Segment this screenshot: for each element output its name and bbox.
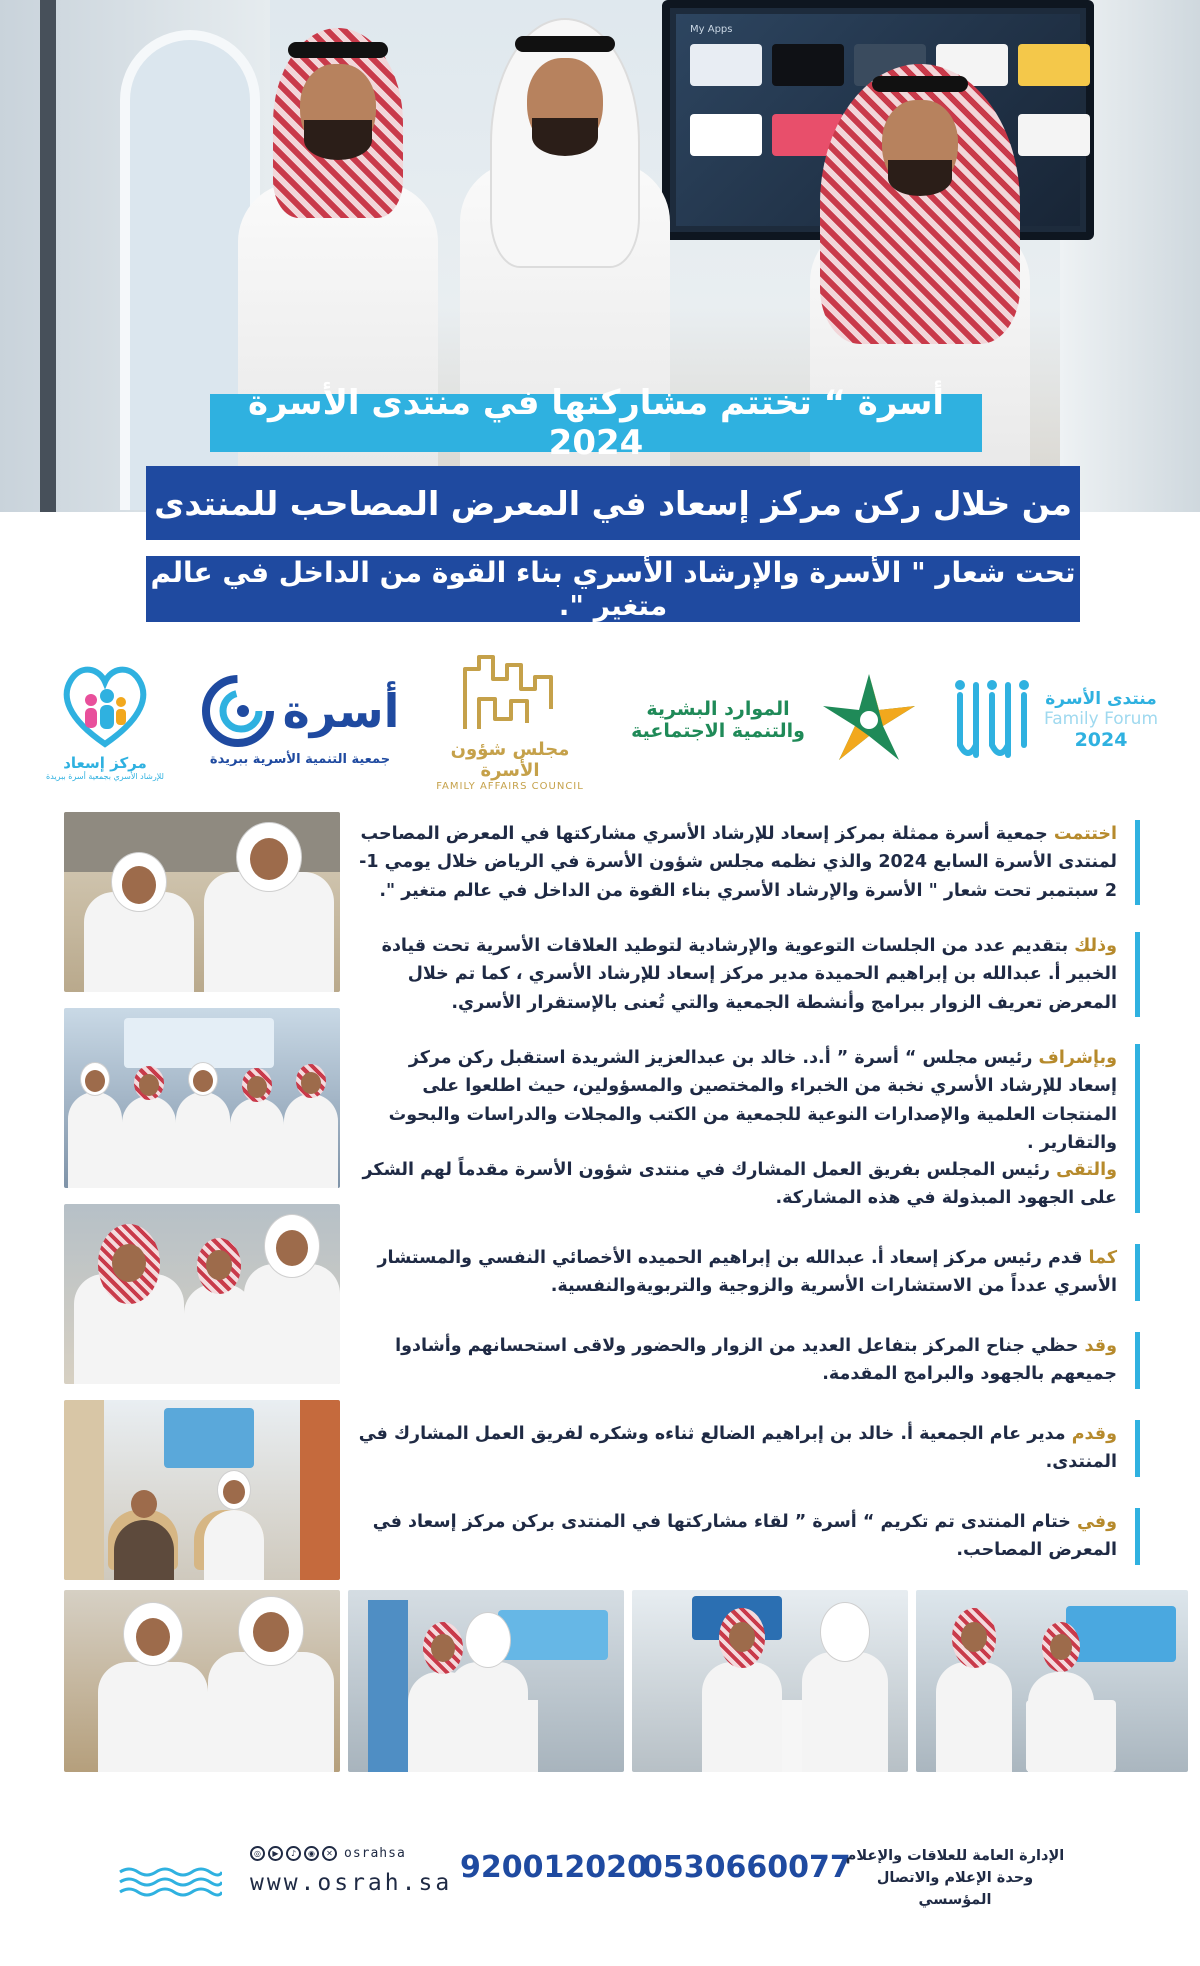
title-banner-1: أسرة “ تختتم مشاركتها في منتدى الأسرة 2024 [210,394,982,452]
paragraph-lead: وقدم [1071,1424,1117,1444]
snapchat-icon[interactable]: ◉ [304,1846,319,1861]
osrah-swirl-icon [201,674,275,748]
paragraph-lead: وذلك [1074,936,1117,956]
hero-pillar [40,0,56,512]
partner-logos [40,640,1170,800]
paragraph-body: مدير عام الجمعية أ. خالد بن إبراهيم الضالع ثناءه وشكره لفريق العمل المشارك في المنتدى. [358,1424,1117,1473]
paragraph-4 [356,1156,1140,1213]
tv-app-tile [690,114,762,156]
council-logo [420,640,600,800]
paragraph-body: ختام المنتدى تم تكريم “ أسرة ” لقاء مشاركتها في المنتدى بركن مركز إسعاد في المعرض المصاحب. [372,1512,1117,1561]
ministry-logo [620,640,930,800]
bottom-photo-2 [348,1590,624,1772]
family-forum-year: 2024 [1074,729,1128,751]
side-photo-2 [64,1008,340,1188]
ministry-line1: الموارد البشرية [646,698,790,720]
waves-icon [118,1864,222,1898]
phone-unified[interactable]: 920012020 [460,1850,648,1885]
tv-header: My Apps [690,24,733,35]
title-banner-2: من خلال ركن مركز إسعاد في المعرض المصاحب للمنتدى [146,466,1080,540]
paragraph-lead: والتقى [1056,1160,1117,1180]
council-en: FAMILY AFFAIRS COUNCIL [436,780,584,792]
family-forum-ar: منتدى الأسرة [1045,689,1157,709]
paragraph-body: رئيس المجلس بفريق العمل المشارك في منتدى شؤون الأسرة مقدماً لهم الشكر على الجهود المبذولة في هذه المشاركة. [362,1160,1117,1209]
paragraph-3 [356,1044,1140,1157]
osrah-subtitle: جمعية التنمية الأسرية ببريدة [209,751,391,767]
council-icon [455,649,565,733]
paragraph-lead: وقد [1084,1336,1117,1356]
paragraph-lead: كما [1088,1248,1117,1268]
ministry-star-icon [819,670,919,770]
bottom-photo-3 [632,1590,908,1772]
department-line1: الإدارة العامة للعلاقات والإعلام [845,1848,1065,1864]
bottom-photo-4 [916,1590,1188,1772]
osrah-logo [200,640,400,800]
tiktok-icon[interactable]: ♪ [286,1846,301,1861]
youtube-icon[interactable]: ▶ [268,1846,283,1861]
paragraph-body: جمعية أسرة ممثلة بمركز إسعاد للإرشاد الأسري مشاركتها في المعرض المصاحب لمنتدى الأسرة السابع 2024 والذي نظمه مجلس شؤون الأسرة في الرياض خلال يومي 1-2 سبتمبر تحت شعار " الأسرة والإرشاد الأسري بناء القوة من الداخل في عالم متغير ". [359,824,1117,901]
ministry-line2: والتنمية الاجتماعية [631,720,805,742]
family-forum-icon [952,675,1032,765]
paragraph-lead: وبإشراف [1038,1048,1117,1068]
bottom-photo-1 [64,1590,340,1772]
paragraph-body: بتقديم عدد من الجلسات التوعوية والإرشادية لتوطيد العلاقات الأسرية تحت قيادة الخبير أ. عبدالله بن إبراهيم الحميدة مدير مركز إسعاد للإرشاد الأسري ، كما تم خلال المعرض تعريف الزوار ببرامج وأنشطة الجمعية والتي تُعنى بالإستقرار الأسري. [381,936,1117,1013]
paragraph-6 [356,1332,1140,1389]
paragraph-body: حظي جناح المركز بتفاعل العديد من الزوار والحضور ولاقى استحسانهم وأشادوا جميعهم بالجهود والبرامج المقدمة. [395,1336,1117,1385]
paragraph-lead: وفي [1076,1512,1117,1532]
paragraph-5 [356,1244,1140,1301]
paragraph-2 [356,932,1140,1017]
paragraph-8 [356,1508,1140,1565]
family-forum-logo [940,640,1170,800]
social-icons [250,1846,446,1861]
side-photo-3 [64,1204,340,1384]
esaad-subtitle: للإرشاد الأسري بجمعية أسرة ببريدة [46,771,164,781]
esaad-logo [40,640,170,800]
social-handle: osrahsa [344,1846,406,1861]
title-banner-3: تحت شعار " الأسرة والإرشاد الأسري بناء القوة من الداخل في عالم متغير ". [146,556,1080,622]
paragraph-1 [356,820,1140,905]
footer [0,1790,1200,1966]
side-photo-1 [64,812,340,992]
article-content [64,812,1140,1576]
paragraph-7 [356,1420,1140,1477]
council-ar: مجلس شؤون الأسرة [450,738,570,781]
department-name [840,1846,1070,1911]
paragraph-lead: اختتمت [1053,824,1117,844]
esaad-heart-icon [57,660,153,750]
paragraph-body: قدم رئيس مركز إسعاد أ. عبدالله بن إبراهيم الحميده الأخصائي النفسي والمستشار الأسري عدداً من الاستشارات الأسرية والزوجية والتربويةوالنفسية. [377,1248,1117,1297]
family-forum-en: Family Forum [1044,709,1159,729]
esaad-name: مركز إسعاد [63,753,147,772]
department-line2: وحدة الإعلام والاتصال المؤسسي [876,1869,1034,1908]
osrah-name: أسرة [282,683,400,738]
x-icon[interactable]: ✕ [322,1846,337,1861]
instagram-icon[interactable]: ◎ [250,1846,265,1861]
website-link[interactable]: www.osrah.sa [250,1870,453,1896]
paragraph-body: رئيس مجلس “ أسرة ” أ.د. خالد بن عبدالعزيز الشريدة استقبل ركن مركز إسعاد للإرشاد الأسري نخبة من الخبراء والمختصين والمسؤولين، حيث اطلعوا على المنتجات العلمية والإصدارات النوعية للجمعية من الكتب والمجلات والدراسات والبحوث والتقارير . [388,1048,1117,1154]
side-photo-4 [64,1400,340,1580]
tv-app-tile [690,44,762,86]
phone-mobile[interactable]: 0530660077 [642,1850,851,1885]
bottom-photos [64,1590,1188,1772]
